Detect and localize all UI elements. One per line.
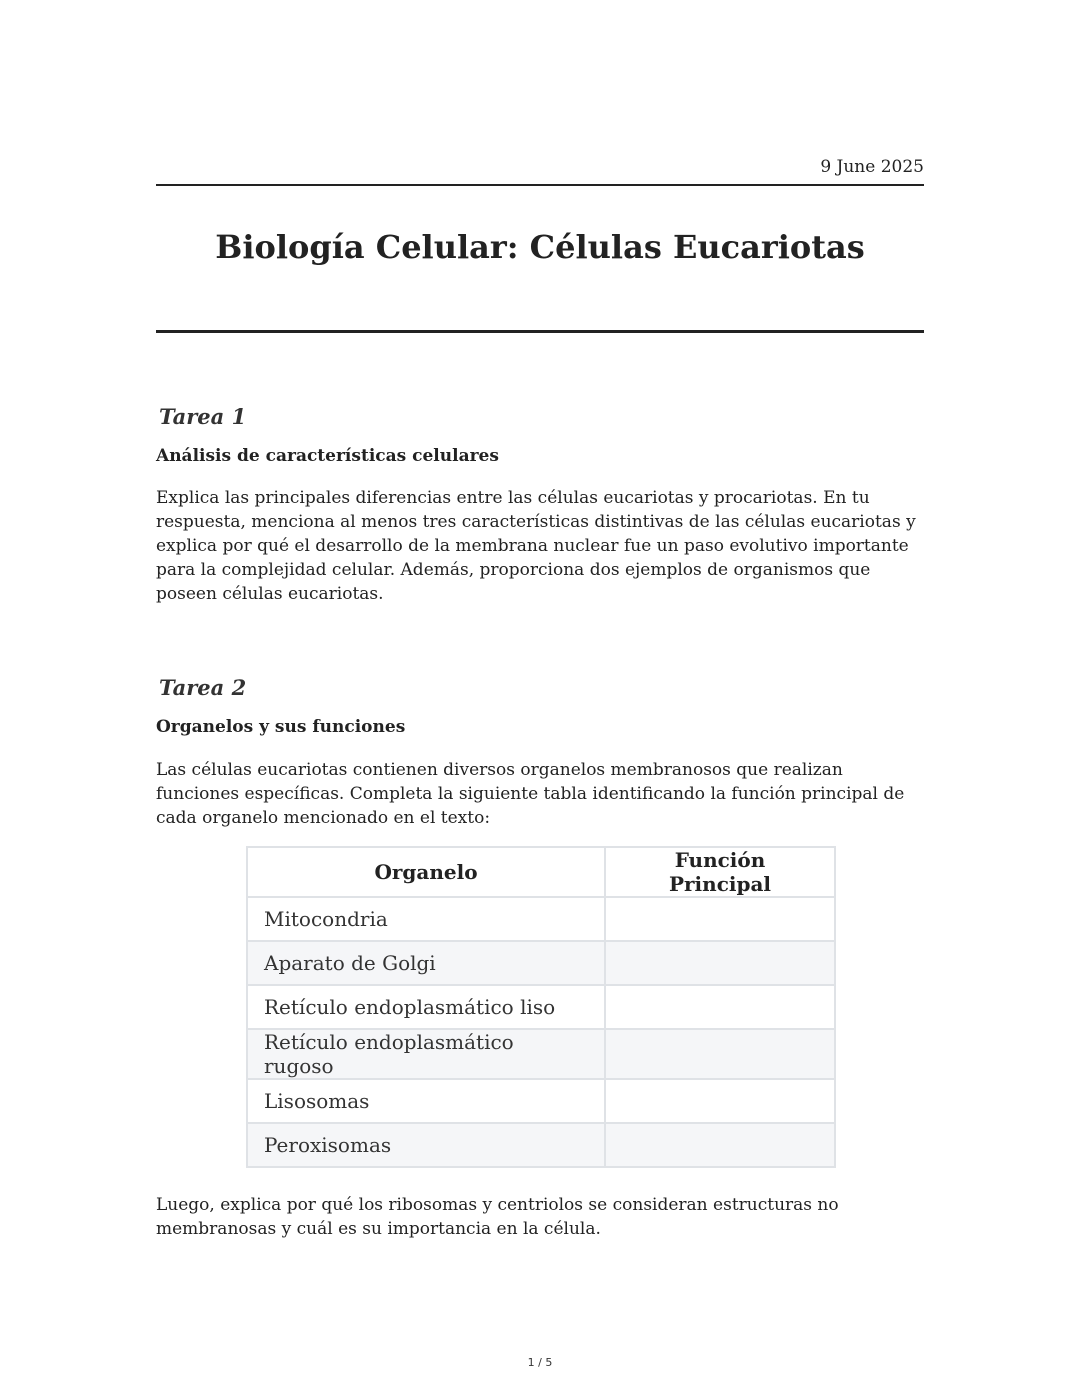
header-divider <box>156 184 924 186</box>
organelo-cell: Retículo endoplasmático rugoso <box>247 1029 605 1079</box>
funcion-cell[interactable] <box>605 1029 835 1079</box>
organelo-cell: Aparato de Golgi <box>247 941 605 985</box>
table-row <box>247 1029 835 1079</box>
table-row <box>247 1123 835 1167</box>
document-page <box>156 0 924 1397</box>
task2-subtitle: Organelos y sus funciones <box>156 717 406 737</box>
table-header-row <box>247 847 835 897</box>
table-row <box>247 941 835 985</box>
table-row <box>247 985 835 1029</box>
organelo-cell: Peroxisomas <box>247 1123 605 1167</box>
table-row <box>247 1079 835 1123</box>
funcion-cell[interactable] <box>605 1079 835 1123</box>
column-header-organelo: Organelo <box>247 847 605 897</box>
column-header-funcion: Función Principal <box>605 847 835 897</box>
funcion-cell[interactable] <box>605 941 835 985</box>
organelo-cell: Lisosomas <box>247 1079 605 1123</box>
task1-heading: Tarea 1 <box>159 404 247 429</box>
title-divider <box>156 330 924 333</box>
page-title: Biología Celular: Células Eucariotas <box>215 228 865 266</box>
table-row <box>247 897 835 941</box>
document-date: 9 June 2025 <box>820 157 924 177</box>
funcion-cell[interactable] <box>605 985 835 1029</box>
task2-heading: Tarea 2 <box>159 675 247 700</box>
funcion-cell[interactable] <box>605 1123 835 1167</box>
task1-body: Explica las principales diferencias entre las células eucariotas y procariotas. En tu respuesta, menciona al menos tres características distintivas de las células eucariotas y explica por qué el desarrollo de la membrana nuclear fue un paso evolutivo importante para la complejidad celular. Además, proporciona dos ejemplos de organismos que poseen células eucariotas. <box>156 488 916 604</box>
task2-intro: Las células eucariotas contienen diversos organelos membranosos que realizan funciones específicas. Completa la siguiente tabla identificando la función principal de cada organelo mencionado en el texto: <box>156 760 905 828</box>
page-number: 1 / 5 <box>527 1356 553 1369</box>
funcion-cell[interactable] <box>605 897 835 941</box>
task1-subtitle: Análisis de características celulares <box>156 446 499 466</box>
organelo-cell: Mitocondria <box>247 897 605 941</box>
organelles-table <box>246 846 836 1168</box>
organelo-cell: Retículo endoplasmático liso <box>247 985 605 1029</box>
task2-outro: Luego, explica por qué los ribosomas y centriolos se consideran estructuras no membranosas y cuál es su importancia en la célula. <box>156 1195 839 1239</box>
